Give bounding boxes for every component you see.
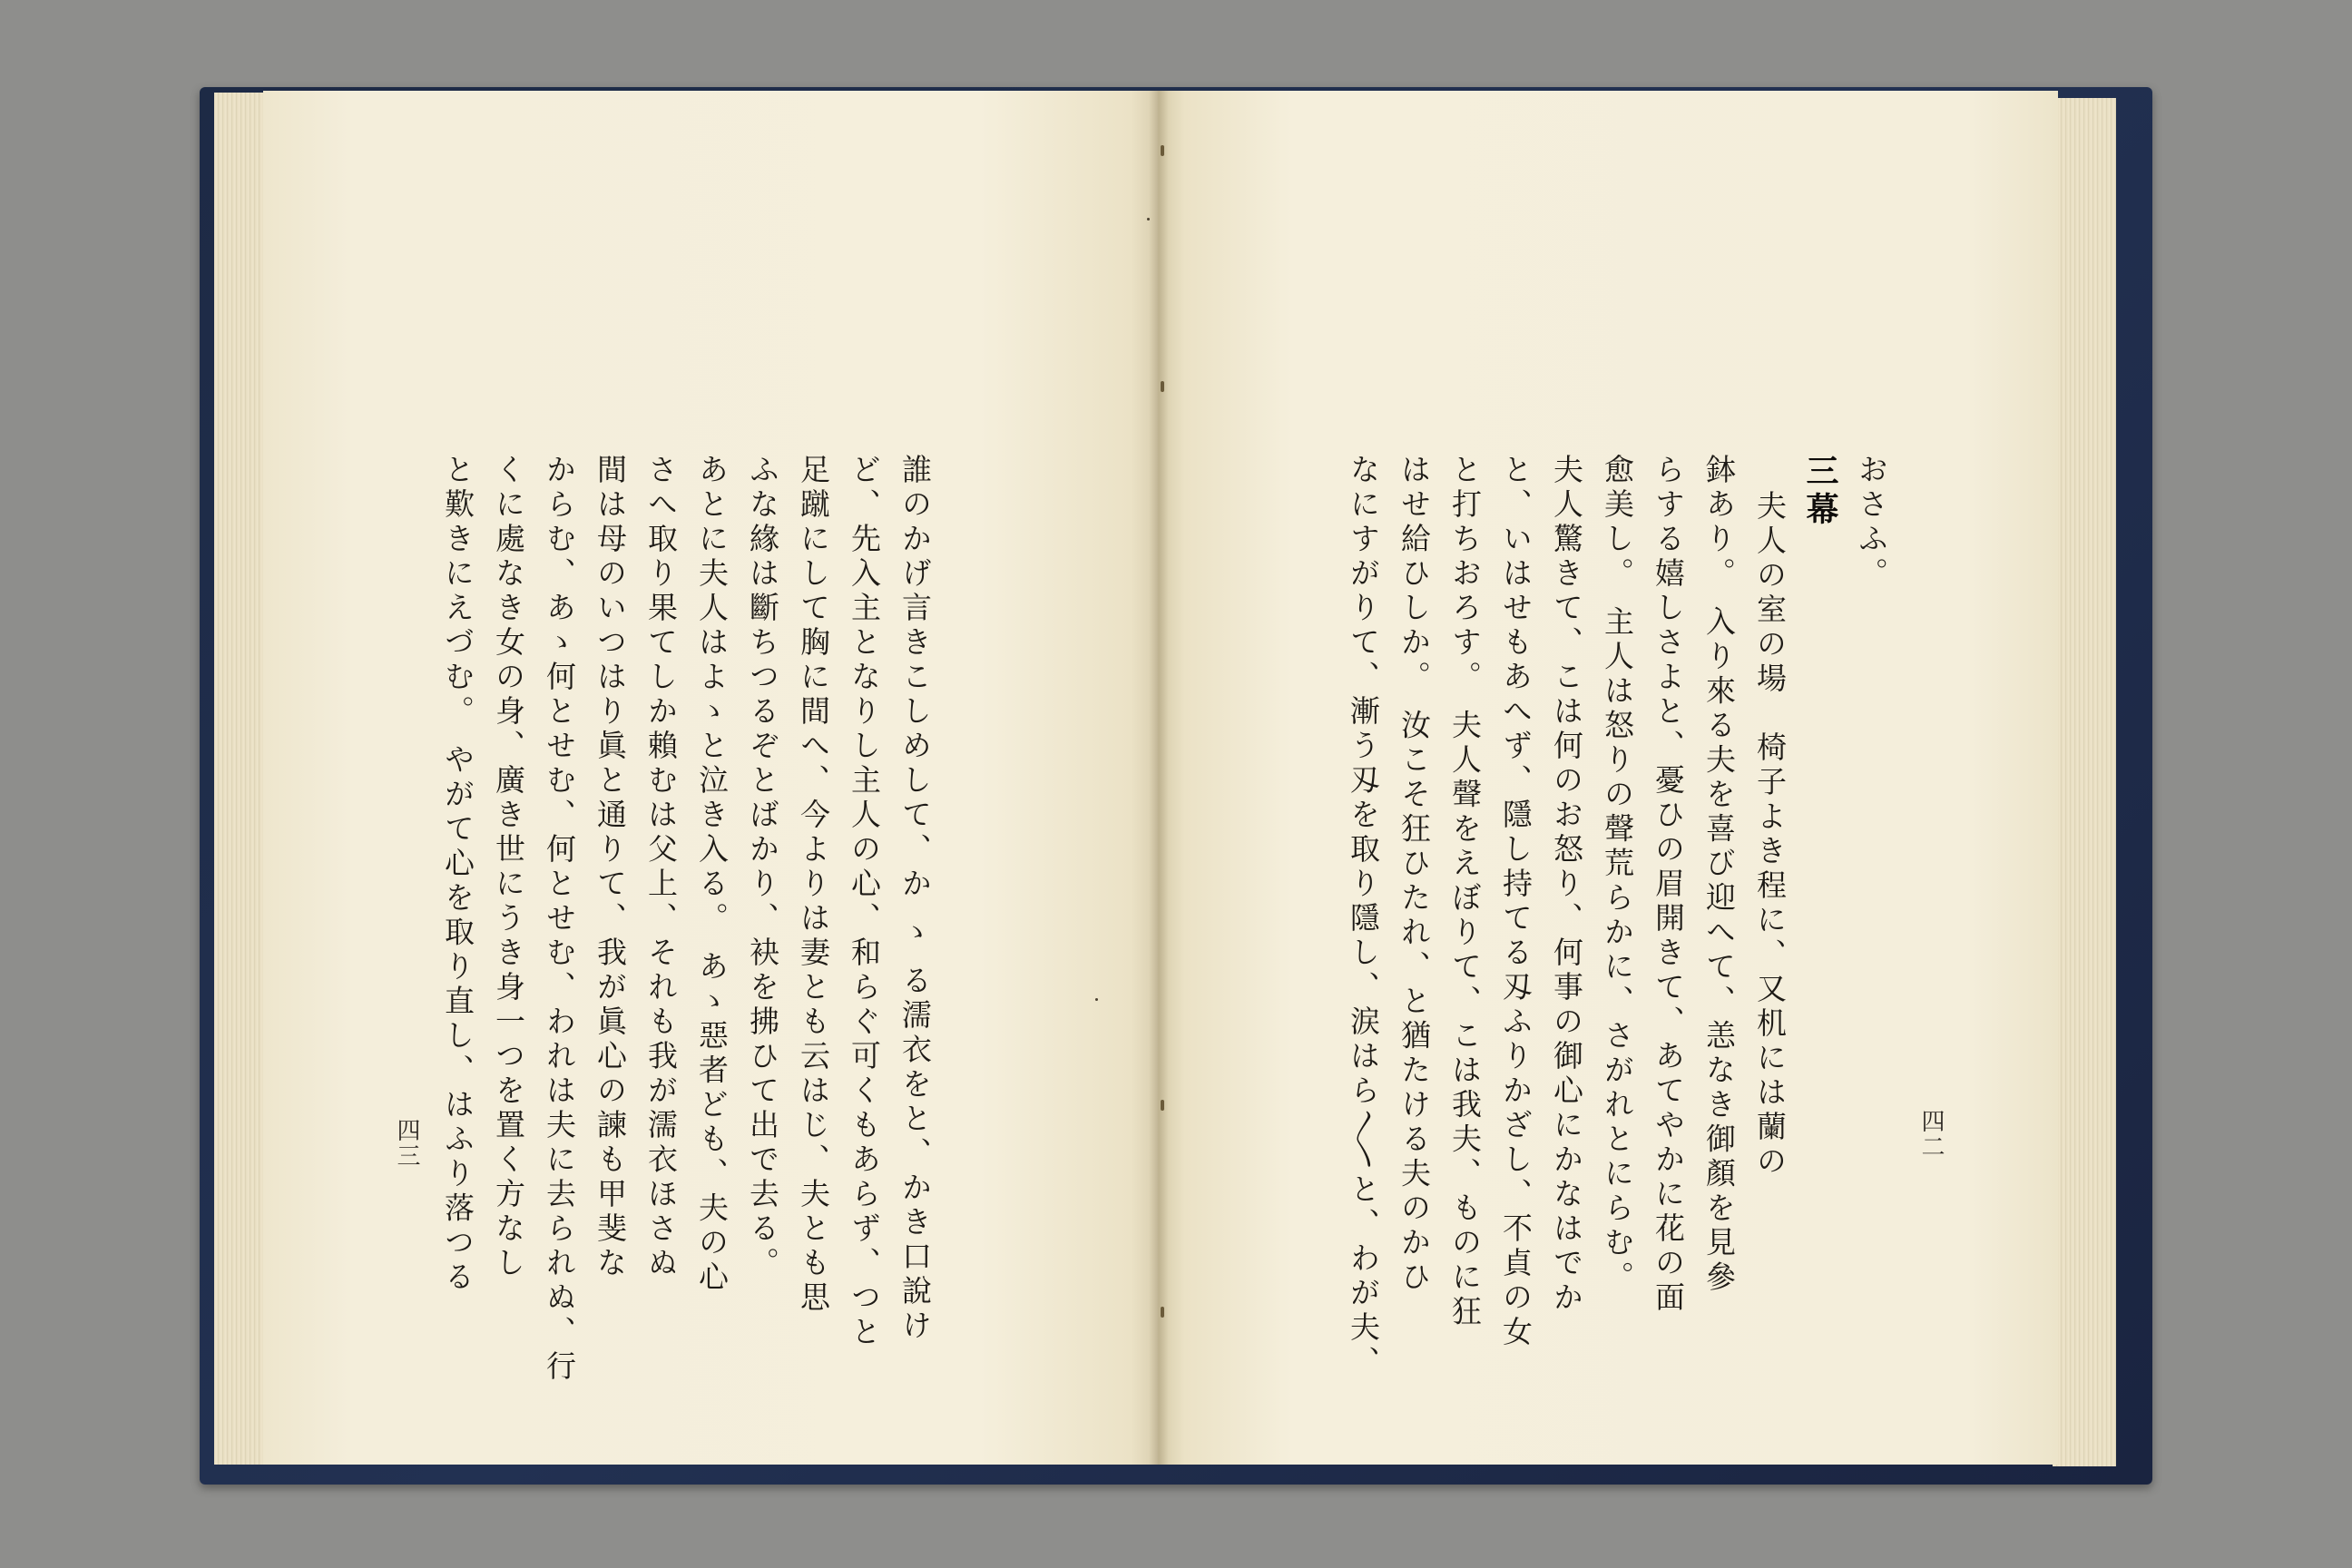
text-line: と打ちおろす。 夫人聲をえぼりて、こは我夫、ものに狂 xyxy=(1447,454,1483,1330)
book-gutter xyxy=(1149,91,1169,1465)
page-edges-left xyxy=(214,93,269,1465)
left-page-text xyxy=(432,454,940,1385)
binding-stitch xyxy=(1161,1100,1164,1111)
text-line: と、いはせもあへず、隱し持てる刄ふりかざし、不貞の女 xyxy=(1498,454,1534,1350)
binding-stitch xyxy=(1161,145,1164,156)
text-line: ふな緣は斷ちつるぞとばかり、袂を拂ひて出で去る。 xyxy=(745,454,780,1281)
right-page-text xyxy=(1338,454,1896,1380)
page-number-left: 四三 xyxy=(393,1118,420,1169)
act-heading: 三幕 xyxy=(1801,454,1839,530)
paper-speck xyxy=(1095,998,1098,1001)
text-line: くに處なき女の身、廣き世にうき身一つを置く方なし xyxy=(491,454,526,1281)
text-line: なにすがりて、漸う刄を取り隱し、涙はら〳〵と、わが夫、 xyxy=(1346,454,1381,1380)
text-line: 足蹴にして胸に間へ、今よりは妻とも云はじ、夫とも思 xyxy=(796,454,831,1316)
stage-direction: 夫人の室の場 椅子よき程に、又机には蘭の xyxy=(1752,490,1788,1180)
binding-stitch xyxy=(1161,381,1164,392)
text-line: さへ取り果てしか賴むは父上、それも我が濡衣ほさぬ xyxy=(643,454,679,1281)
text-line: 愈美し。 主人は怒りの聲荒らかに、さがれとにらむ。 xyxy=(1600,454,1635,1296)
page-edges-right xyxy=(2053,98,2116,1466)
text-line: 鉢あり。 入り來る夫を喜び迎へて、恙なき御顏を見參 xyxy=(1701,454,1737,1296)
text-line: 間は母のいつはり眞と通りて、我が眞心の諫も甲斐な xyxy=(593,454,628,1281)
text-line: ど、先入主となりし主人の心、和らぐ可くもあらず、つと xyxy=(847,454,882,1350)
text-line: らする嬉しさよと、憂ひの眉開きて、あてやかに花の面 xyxy=(1651,454,1686,1316)
text-line: はせ給ひしか。 汝こそ狂ひたれ、と猶たける夫のかひ xyxy=(1396,454,1432,1296)
binding-stitch xyxy=(1161,1307,1164,1318)
text-line: と歎きにえづむ。 やがて心を取り直し、はふり落つる xyxy=(440,454,475,1296)
paper-speck xyxy=(1147,218,1150,220)
text-line: 夫人驚きて、こは何のお怒り、何事の御心にかなはでか xyxy=(1549,454,1584,1316)
text-line: 誰のかげ言きこしめして、か ゝ る濡衣をと、かき口說け xyxy=(897,454,933,1344)
text-line: おさふ。 xyxy=(1854,454,1889,592)
act-heading-column xyxy=(1744,454,1846,1180)
text-line: からむ、あゝ何とせむ、何とせむ、われは夫に去られぬ、行 xyxy=(542,454,577,1385)
page-number-right: 四二 xyxy=(1917,1109,1945,1160)
text-line: あとに夫人はよゝと泣き入る。 あゝ惡者ども、夫の心 xyxy=(694,454,730,1296)
